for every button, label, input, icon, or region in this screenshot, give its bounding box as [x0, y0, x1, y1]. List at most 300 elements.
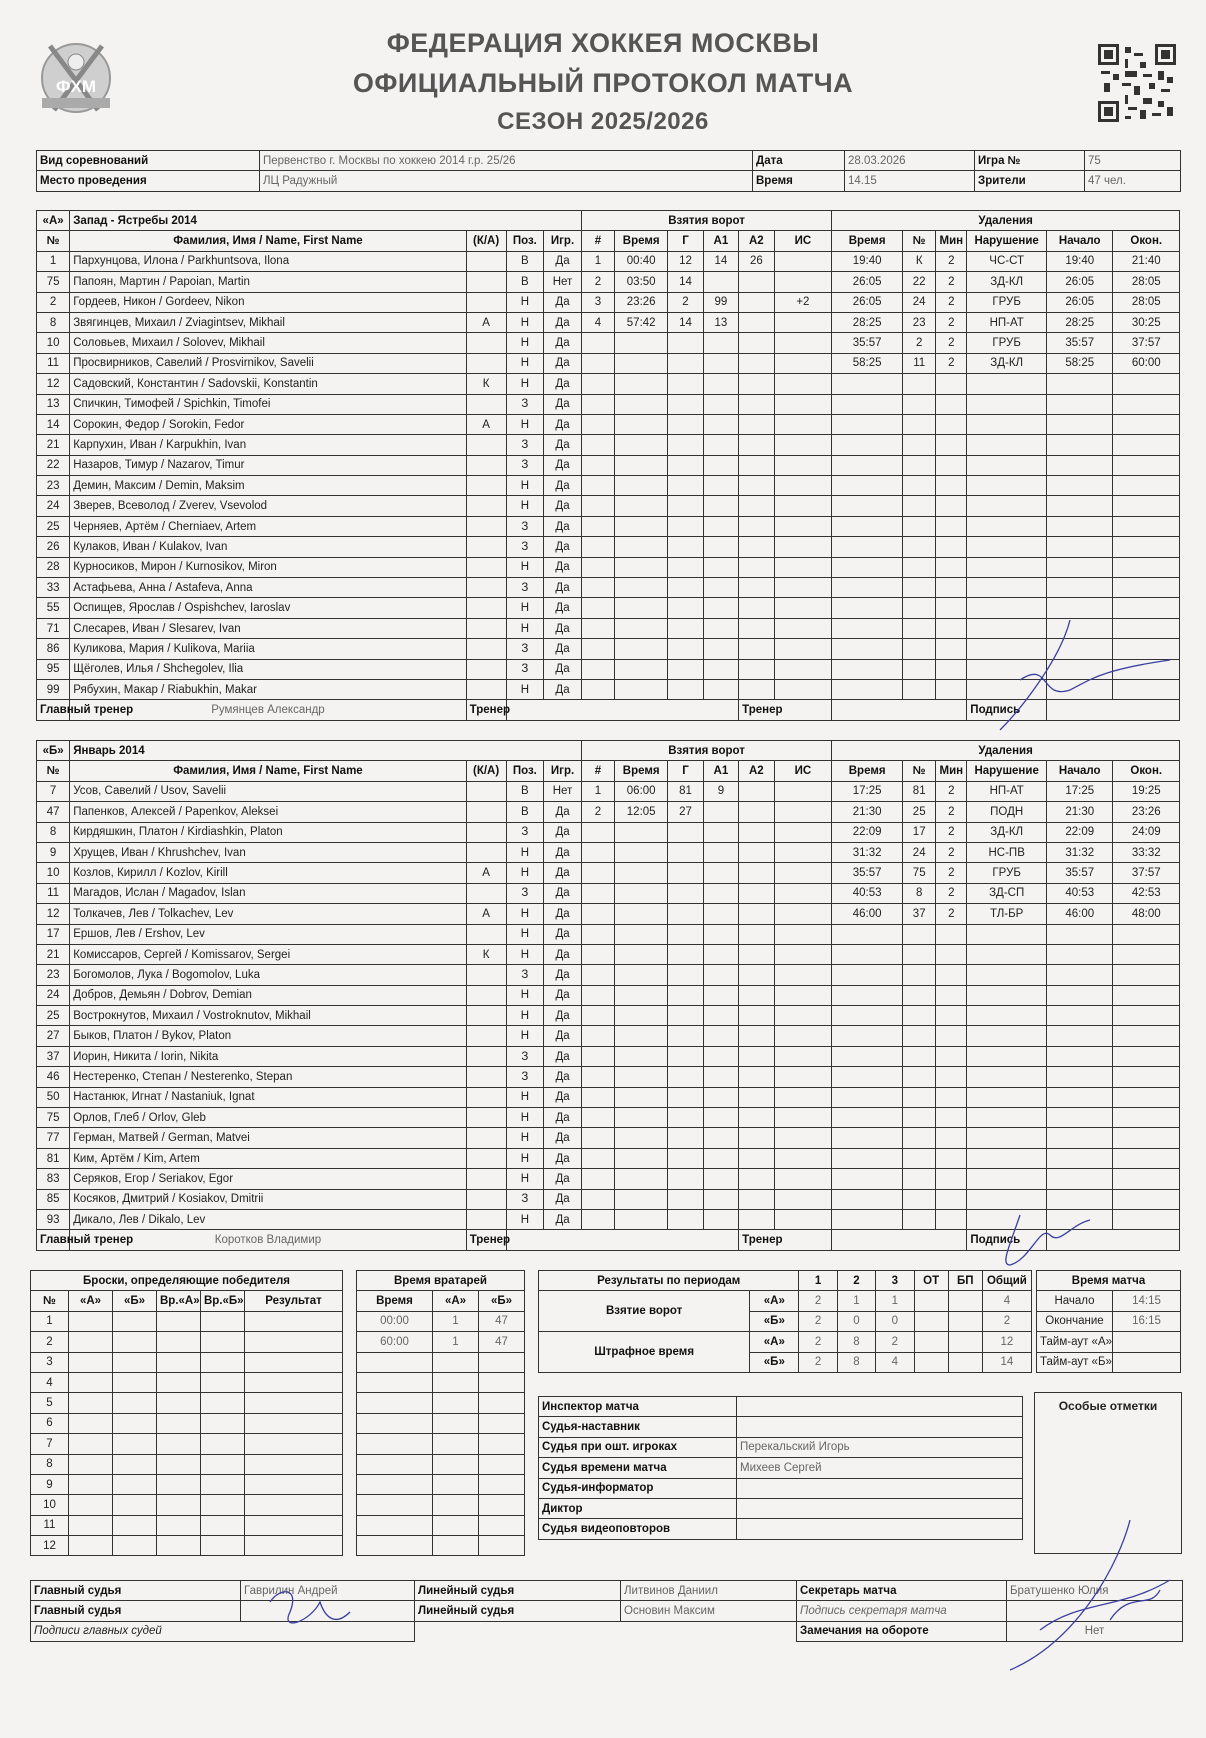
goal-cell	[703, 476, 738, 496]
penalty-cell	[1047, 944, 1113, 964]
goal-cell	[668, 883, 703, 903]
penalty-cell: 26:05	[1047, 272, 1113, 292]
goal-cell	[668, 496, 703, 516]
shootout-cell	[69, 1393, 113, 1413]
goal-cell: 57:42	[615, 312, 668, 332]
penalty-cell	[967, 924, 1047, 944]
goalie-cell	[433, 1454, 479, 1474]
goalie-cell	[479, 1536, 525, 1556]
col-header-a2: А2	[739, 761, 774, 781]
player-role: К	[466, 944, 506, 964]
player-name: Косяков, Дмитрий / Kosiakov, Dmitrii	[70, 1189, 466, 1209]
penalty-cell	[936, 1209, 967, 1229]
goal-cell	[739, 292, 774, 312]
player-row	[37, 353, 1180, 373]
player-number: 7	[37, 781, 70, 801]
goal-cell	[774, 1169, 832, 1189]
player-played: Да	[544, 985, 582, 1005]
player-name: Комиссаров, Сергей / Komissarov, Sergei	[70, 944, 466, 964]
penalty-cell: 58:25	[832, 353, 903, 373]
team-name: Запад - Ястребы 2014	[70, 211, 582, 231]
col-header-p_num: №	[903, 231, 936, 251]
goal-cell	[739, 822, 774, 842]
goal-cell	[581, 1209, 614, 1229]
goal-cell	[774, 496, 832, 516]
player-role	[466, 1128, 506, 1148]
goalie-cell	[433, 1515, 479, 1535]
goal-cell	[615, 944, 668, 964]
head-coach-label: Главный тренер	[37, 700, 70, 720]
penalty-cell: 24	[903, 842, 936, 862]
period-value	[914, 1311, 948, 1331]
goal-cell	[774, 476, 832, 496]
goalie-row	[357, 1495, 525, 1515]
goal-cell	[703, 618, 738, 638]
period-row-label: Штрафное время	[539, 1332, 750, 1373]
player-number: 27	[37, 1026, 70, 1046]
shootout-row	[31, 1352, 343, 1372]
col-header-p_min: Мин	[936, 231, 967, 251]
col-header-num: №	[37, 231, 70, 251]
goalie-col-header: «А»	[433, 1291, 479, 1311]
goal-cell: 14	[668, 312, 703, 332]
goal-cell	[615, 618, 668, 638]
shootout-number: 4	[31, 1372, 69, 1392]
col-header-g_hash: #	[581, 231, 614, 251]
goal-cell	[668, 1169, 703, 1189]
player-name: Черняев, Артём / Cherniaev, Artem	[70, 516, 466, 536]
penalty-cell	[832, 1169, 903, 1189]
penalty-cell: 35:57	[1047, 333, 1113, 353]
penalty-cell: 30:25	[1113, 312, 1180, 332]
period-value: 1	[876, 1291, 914, 1311]
goal-cell	[668, 476, 703, 496]
penalty-cell	[967, 1067, 1047, 1087]
goal-cell	[581, 883, 614, 903]
goalie-time-title: Время вратарей	[357, 1271, 525, 1291]
period-team-label: «Б»	[750, 1311, 799, 1331]
signature-secretary	[1000, 1520, 1180, 1670]
player-position: Н	[506, 1209, 544, 1229]
goalie-cell: 1	[433, 1311, 479, 1331]
goal-cell: 12	[668, 251, 703, 271]
penalty-cell: 22	[903, 272, 936, 292]
goal-cell	[774, 1026, 832, 1046]
goal-cell	[739, 985, 774, 1005]
player-number: 24	[37, 496, 70, 516]
goal-cell	[668, 1046, 703, 1066]
goalie-cell: 60:00	[357, 1332, 433, 1352]
competition-value: Первенство г. Москвы по хоккею 2014 г.р. 25/26	[260, 151, 753, 171]
player-played: Да	[544, 1046, 582, 1066]
shootout-cell	[113, 1495, 157, 1515]
player-position: Н	[506, 353, 544, 373]
player-row	[37, 292, 1180, 312]
player-played: Да	[544, 1209, 582, 1229]
player-name: Астафьева, Анна / Astafeva, Anna	[70, 578, 466, 598]
sign-label: Подпись	[967, 1230, 1047, 1250]
shootout-row	[31, 1495, 343, 1515]
penalty-cell: ЗД-КЛ	[967, 272, 1047, 292]
player-number: 14	[37, 414, 70, 434]
penalty-cell: ЗД-КЛ	[967, 822, 1047, 842]
goal-cell	[774, 1046, 832, 1066]
penalty-cell	[832, 435, 903, 455]
shootout-col-header: Результат	[245, 1291, 343, 1311]
shootout-row	[31, 1413, 343, 1433]
penalty-cell	[967, 516, 1047, 536]
player-row	[37, 863, 1180, 883]
goals-header: Взятия ворот	[581, 211, 831, 231]
goalie-row	[357, 1536, 525, 1556]
goal-cell	[739, 414, 774, 434]
penalty-cell: 11	[903, 353, 936, 373]
goalie-cell	[479, 1372, 525, 1392]
goal-cell	[615, 1128, 668, 1148]
goal-cell	[615, 1087, 668, 1107]
goal-cell	[668, 863, 703, 883]
official-name	[737, 1397, 1023, 1417]
player-played: Нет	[544, 781, 582, 801]
shootout-row	[31, 1454, 343, 1474]
penalty-cell: 40:53	[832, 883, 903, 903]
goal-cell	[774, 944, 832, 964]
period-value: 12	[982, 1332, 1031, 1352]
goalie-row	[357, 1454, 525, 1474]
goal-cell	[703, 1026, 738, 1046]
penalty-cell: 2	[936, 904, 967, 924]
player-number: 25	[37, 516, 70, 536]
penalty-cell	[903, 1046, 936, 1066]
penalty-cell	[967, 944, 1047, 964]
player-number: 13	[37, 394, 70, 414]
penalty-cell	[967, 374, 1047, 394]
goal-cell: 12:05	[615, 802, 668, 822]
penalty-cell	[936, 659, 967, 679]
goal-cell: 1	[581, 781, 614, 801]
goal-cell	[774, 435, 832, 455]
penalty-cell	[936, 1067, 967, 1087]
goal-cell	[615, 1148, 668, 1168]
penalty-cell	[936, 496, 967, 516]
player-row	[37, 537, 1180, 557]
period-value	[948, 1291, 982, 1311]
player-row	[37, 822, 1180, 842]
goal-cell	[581, 414, 614, 434]
penalty-cell	[936, 455, 967, 475]
goals-header: Взятия ворот	[581, 741, 831, 761]
player-number: 37	[37, 1046, 70, 1066]
penalty-cell: ЗД-КЛ	[967, 353, 1047, 373]
player-number: 50	[37, 1087, 70, 1107]
player-played: Да	[544, 639, 582, 659]
shootout-cell	[157, 1413, 201, 1433]
penalty-cell	[903, 1108, 936, 1128]
penalty-cell	[903, 985, 936, 1005]
penalty-cell	[903, 516, 936, 536]
shootout-cell	[113, 1413, 157, 1433]
goal-cell: 2	[581, 802, 614, 822]
player-role	[466, 353, 506, 373]
col-header-a1: А1	[703, 761, 738, 781]
player-role	[466, 781, 506, 801]
penalty-cell	[1047, 965, 1113, 985]
goal-cell	[668, 1006, 703, 1026]
match-start-value: 14:15	[1113, 1291, 1181, 1311]
goal-cell	[615, 455, 668, 475]
penalty-cell	[1113, 1128, 1180, 1148]
goal-cell	[739, 802, 774, 822]
goal-cell	[581, 496, 614, 516]
player-played: Да	[544, 333, 582, 353]
penalty-cell	[903, 537, 936, 557]
shootout-cell	[113, 1393, 157, 1413]
goal-cell: 03:50	[615, 272, 668, 292]
player-number: 71	[37, 618, 70, 638]
period-team-label: «А»	[750, 1332, 799, 1352]
penalty-cell	[936, 598, 967, 618]
goal-cell	[703, 598, 738, 618]
team-name: Январь 2014	[70, 741, 582, 761]
match-end-label: Окончание	[1037, 1311, 1113, 1331]
goal-cell	[668, 353, 703, 373]
goal-cell	[615, 904, 668, 924]
penalty-cell	[832, 557, 903, 577]
shootout-cell	[201, 1413, 245, 1433]
goal-cell	[668, 374, 703, 394]
penalty-cell	[903, 679, 936, 699]
player-name: Зверев, Всеволод / Zverev, Vsevolod	[70, 496, 466, 516]
player-number: 2	[37, 292, 70, 312]
player-row	[37, 496, 1180, 516]
player-role: А	[466, 414, 506, 434]
goal-cell	[703, 904, 738, 924]
goalie-cell	[433, 1474, 479, 1494]
goal-cell	[774, 557, 832, 577]
penalty-cell	[936, 374, 967, 394]
player-role	[466, 435, 506, 455]
penalty-cell	[1113, 557, 1180, 577]
col-header-ka: (К/А)	[466, 231, 506, 251]
goal-cell: 14	[668, 272, 703, 292]
trainer2-value	[832, 700, 967, 720]
goal-cell	[615, 435, 668, 455]
goalie-cell	[357, 1536, 433, 1556]
period-value: 0	[876, 1311, 914, 1331]
goal-cell	[615, 1026, 668, 1046]
shootout-number: 3	[31, 1352, 69, 1372]
goal-cell	[774, 781, 832, 801]
penalty-cell: 2	[936, 272, 967, 292]
shootout-cell	[113, 1352, 157, 1372]
goal-cell	[774, 353, 832, 373]
player-name: Папоян, Мартин / Papoian, Martin	[70, 272, 466, 292]
period-value: 0	[837, 1311, 875, 1331]
col-header-p_end: Окон.	[1113, 761, 1180, 781]
player-number: 10	[37, 863, 70, 883]
penalty-cell	[1113, 1087, 1180, 1107]
penalty-cell	[832, 1067, 903, 1087]
goalie-cell	[357, 1434, 433, 1454]
player-number: 8	[37, 312, 70, 332]
goalie-cell	[479, 1434, 525, 1454]
penalty-cell: 28:25	[1047, 312, 1113, 332]
player-number: 95	[37, 659, 70, 679]
player-position: Н	[506, 292, 544, 312]
penalty-cell: 28:25	[832, 312, 903, 332]
shootout-number: 6	[31, 1413, 69, 1433]
official-role: Судья-наставник	[539, 1417, 737, 1437]
player-name: Просвирников, Савелий / Prosvirnikov, Savelii	[70, 353, 466, 373]
goal-cell: 99	[703, 292, 738, 312]
official-role: Судья времени матча	[539, 1458, 737, 1478]
shootout-cell	[113, 1515, 157, 1535]
shootout-cell	[201, 1352, 245, 1372]
penalty-cell	[832, 965, 903, 985]
col-header-a1: А1	[703, 231, 738, 251]
official-name: Михеев Сергей	[737, 1458, 1023, 1478]
penalty-cell: 17:25	[832, 781, 903, 801]
shootout-cell	[69, 1454, 113, 1474]
penalty-cell: ПОДН	[967, 802, 1047, 822]
penalty-cell: 19:40	[1047, 251, 1113, 271]
player-name: Герман, Матвей / German, Matvei	[70, 1128, 466, 1148]
penalty-cell	[1047, 1067, 1113, 1087]
col-header-num: №	[37, 761, 70, 781]
player-name: Пархунцова, Илона / Parkhuntsova, Ilona	[70, 251, 466, 271]
player-number: 8	[37, 822, 70, 842]
shootout-number: 12	[31, 1536, 69, 1556]
penalty-cell	[832, 1006, 903, 1026]
goal-cell	[774, 904, 832, 924]
shootout-row	[31, 1515, 343, 1535]
period-row-label: Взятие ворот	[539, 1291, 750, 1332]
player-position: Н	[506, 1169, 544, 1189]
penalty-cell	[903, 1087, 936, 1107]
goal-cell	[739, 1046, 774, 1066]
penalty-cell	[1047, 516, 1113, 536]
goal-cell	[581, 1006, 614, 1026]
official-row	[539, 1519, 1023, 1539]
goal-cell	[703, 1209, 738, 1229]
goalie-cell	[479, 1413, 525, 1433]
player-role	[466, 394, 506, 414]
penalty-cell: 2	[936, 251, 967, 271]
penalty-cell: 48:00	[1113, 904, 1180, 924]
penalty-cell	[1047, 414, 1113, 434]
shootout-number: 11	[31, 1515, 69, 1535]
penalty-cell	[903, 1026, 936, 1046]
player-number: 12	[37, 904, 70, 924]
remarks-value: Нет	[1007, 1621, 1183, 1641]
penalty-cell	[1113, 598, 1180, 618]
col-header-g_time: Время	[615, 761, 668, 781]
penalty-cell	[936, 394, 967, 414]
shootout-cell	[245, 1352, 343, 1372]
goal-cell	[774, 516, 832, 536]
goal-cell	[703, 537, 738, 557]
signature-head-referee	[250, 1582, 360, 1642]
trainer-label: Тренер	[466, 700, 506, 720]
player-number: 22	[37, 455, 70, 475]
goalie-cell	[357, 1352, 433, 1372]
player-number: 9	[37, 842, 70, 862]
penalty-cell	[1113, 1046, 1180, 1066]
player-name: Соловьев, Михаил / Solovev, Mikhail	[70, 333, 466, 353]
penalty-cell	[936, 1148, 967, 1168]
goal-cell	[668, 333, 703, 353]
goal-cell: 3	[581, 292, 614, 312]
venue-value: ЛЦ Радужный	[260, 171, 753, 191]
penalty-cell	[832, 1108, 903, 1128]
penalty-cell: ГРУБ	[967, 863, 1047, 883]
player-name: Гордеев, Никон / Gordeev, Nikon	[70, 292, 466, 312]
shootout-cell	[245, 1495, 343, 1515]
goal-cell	[668, 924, 703, 944]
penalty-cell: 28:05	[1113, 272, 1180, 292]
player-row	[37, 1148, 1180, 1168]
player-position: З	[506, 435, 544, 455]
goalie-row	[357, 1372, 525, 1392]
penalty-cell	[832, 1148, 903, 1168]
goal-cell: 26	[739, 251, 774, 271]
player-number: 77	[37, 1128, 70, 1148]
shootout-cell	[157, 1332, 201, 1352]
player-played: Да	[544, 883, 582, 903]
penalty-cell	[1113, 944, 1180, 964]
goal-cell	[581, 842, 614, 862]
player-number: 85	[37, 1189, 70, 1209]
player-role	[466, 618, 506, 638]
goal-cell	[668, 1067, 703, 1087]
penalty-cell	[903, 598, 936, 618]
player-played: Да	[544, 598, 582, 618]
penalty-cell: 2	[936, 312, 967, 332]
player-played: Да	[544, 476, 582, 496]
penalty-cell: 23:26	[1113, 802, 1180, 822]
penalty-cell	[1047, 1108, 1113, 1128]
goal-cell	[581, 1189, 614, 1209]
goalie-cell	[479, 1515, 525, 1535]
official-role: Судья видеоповторов	[539, 1519, 737, 1539]
goal-cell	[615, 598, 668, 618]
player-name: Серяков, Егор / Seriakov, Egor	[70, 1169, 466, 1189]
penalty-cell: 22:09	[1047, 822, 1113, 842]
player-row	[37, 516, 1180, 536]
player-position: З	[506, 639, 544, 659]
player-position: З	[506, 455, 544, 475]
player-position: Н	[506, 985, 544, 1005]
player-number: 33	[37, 578, 70, 598]
penalty-cell	[936, 435, 967, 455]
penalty-cell	[832, 578, 903, 598]
goal-cell	[581, 944, 614, 964]
penalty-cell	[967, 455, 1047, 475]
penalty-cell: ТЛ-БР	[967, 904, 1047, 924]
timeout-a-label: Тайм-аут «А»	[1037, 1332, 1113, 1352]
shootout-number: 7	[31, 1434, 69, 1454]
player-name: Добров, Демьян / Dobrov, Demian	[70, 985, 466, 1005]
player-row	[37, 374, 1180, 394]
penalty-cell: 26:05	[1047, 292, 1113, 312]
goal-cell	[774, 312, 832, 332]
goal-cell	[739, 944, 774, 964]
penalty-cell	[832, 598, 903, 618]
goal-cell	[581, 863, 614, 883]
goal-cell	[703, 944, 738, 964]
player-name: Ким, Артём / Kim, Artem	[70, 1148, 466, 1168]
shootout-cell	[245, 1474, 343, 1494]
